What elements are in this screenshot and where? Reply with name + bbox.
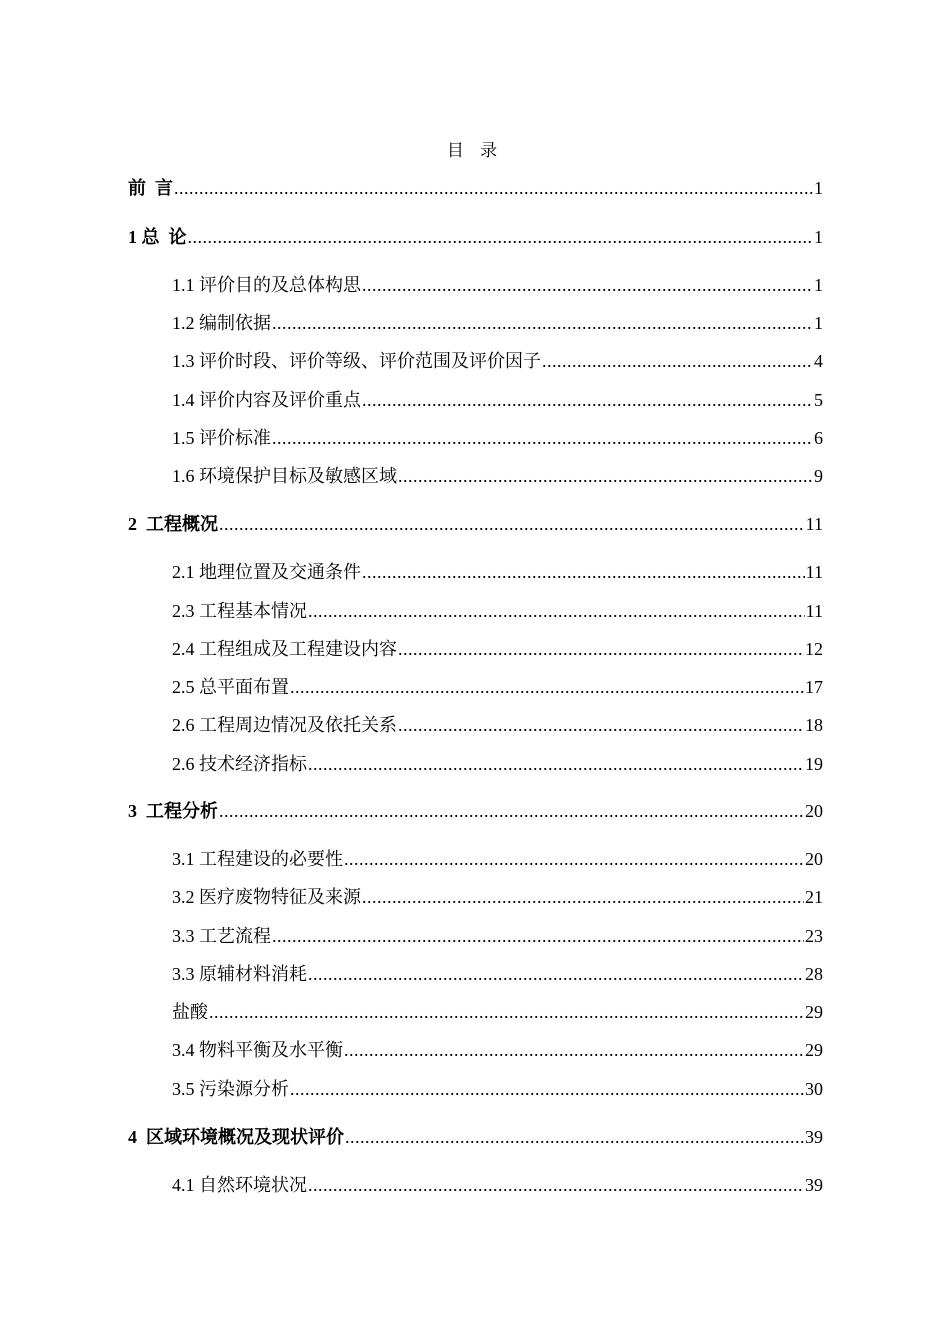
toc-section-entry[interactable] [172,424,823,450]
toc-entry-label: 3.4 物料平衡及水平衡 [172,1040,343,1060]
toc-section-entry[interactable] [172,309,823,335]
toc-page-number: 28 [805,964,823,984]
toc-page-number: 1 [814,227,823,247]
toc-entry-label: 2 工程概况 [128,514,218,534]
toc-page-number: 20 [805,801,823,821]
toc-page-number: 39 [805,1175,823,1195]
toc-page-number: 6 [814,428,823,448]
toc-section-entry[interactable] [172,635,823,661]
toc-entry-label: 1 总 论 [128,227,187,247]
toc-page-number: 30 [805,1079,823,1099]
toc-page-number: 5 [814,390,823,410]
dot-leader [344,1038,804,1062]
dot-leader [272,924,804,948]
toc-page-number: 1 [814,275,823,295]
toc-entry-label: 盐酸 [172,1002,208,1022]
toc-entry-label: 1.2 编制依据 [172,313,271,333]
toc-page-number: 9 [814,466,823,486]
toc-section-entry[interactable] [172,462,823,488]
dot-leader [362,560,805,584]
toc-section-entry[interactable] [172,271,823,297]
toc-page-number: 1 [814,313,823,333]
toc-entry-label: 4.1 自然环境状况 [172,1175,307,1195]
dot-leader [290,1077,804,1101]
dot-leader [542,349,813,373]
toc-section-entry[interactable] [172,750,823,776]
dot-leader [209,1000,804,1024]
dot-leader [362,885,804,909]
toc-page-number: 11 [805,601,823,621]
toc-page-number: 11 [805,514,823,534]
toc-page-number: 4 [814,351,823,371]
toc-section-entry[interactable] [172,960,823,986]
dot-leader [345,1125,804,1149]
toc-entry-label: 1.1 评价目的及总体构思 [172,275,361,295]
toc-entry-label: 3.3 工艺流程 [172,926,271,946]
toc-page-number: 20 [805,849,823,869]
toc-entry-label: 2.6 技术经济指标 [172,754,307,774]
toc-page-number: 39 [805,1127,823,1147]
toc-entry-label: 3.1 工程建设的必要性 [172,849,343,869]
dot-leader [308,962,804,986]
toc-page-number: 29 [805,1040,823,1060]
toc-entry-label: 4 区域环境概况及现状评价 [128,1127,344,1147]
toc-page-number: 23 [805,926,823,946]
dot-leader [362,388,813,412]
toc-entry-label: 2.5 总平面布置 [172,677,289,697]
dot-leader [362,273,813,297]
toc-title: 目 录 [446,141,504,160]
toc-entry-label: 1.3 评价时段、评价等级、评价范围及评价因子 [172,351,541,371]
toc-entry-label: 1.5 评价标准 [172,428,271,448]
toc-section-entry[interactable] [172,1075,823,1101]
toc-page-number: 29 [805,1002,823,1022]
toc-entry-label: 1.4 评价内容及评价重点 [172,390,361,410]
toc-section-entry[interactable] [172,1171,823,1197]
toc-entry-label: 2.4 工程组成及工程建设内容 [172,639,397,659]
toc-section-entry[interactable] [172,386,823,412]
toc-entry-label: 2.6 工程周边情况及依托关系 [172,715,397,735]
toc-entry-label: 前 言 [128,178,173,198]
toc-page-number: 1 [814,178,823,198]
toc-page-number: 21 [805,887,823,907]
toc-page-number: 17 [805,677,823,697]
dot-leader [308,1173,804,1197]
toc-page-number: 19 [805,754,823,774]
toc-section-entry[interactable] [172,883,823,909]
dot-leader [219,799,804,823]
toc-chapter-entry[interactable] [128,1123,823,1149]
dot-leader [272,311,813,335]
toc-page-number: 12 [805,639,823,659]
dot-leader [308,752,804,776]
toc-entry-label: 3 工程分析 [128,801,218,821]
dot-leader [398,637,804,661]
dot-leader [174,176,813,200]
toc-section-entry[interactable] [172,347,823,373]
toc-section-entry[interactable] [172,673,823,699]
toc-section-entry[interactable] [172,711,823,737]
dot-leader [398,713,804,737]
toc-section-entry[interactable] [172,998,823,1024]
toc-entry-label: 3.2 医疗废物特征及来源 [172,887,361,907]
toc-page-number: 11 [805,562,823,582]
toc-entry-label: 3.3 原辅材料消耗 [172,964,307,984]
toc-chapter-entry[interactable] [128,797,823,823]
toc-entry-label: 3.5 污染源分析 [172,1079,289,1099]
toc-chapter-entry[interactable] [128,174,823,200]
dot-leader [219,512,805,536]
dot-leader [344,847,804,871]
toc-section-entry[interactable] [172,922,823,948]
toc-chapter-entry[interactable] [128,510,823,536]
toc-entry-label: 2.1 地理位置及交通条件 [172,562,361,582]
dot-leader [308,599,805,623]
toc-section-entry[interactable] [172,1036,823,1062]
toc-section-entry[interactable] [172,845,823,871]
dot-leader [188,225,814,249]
toc-section-entry[interactable] [172,558,823,584]
toc-section-entry[interactable] [172,597,823,623]
toc-entry-label: 2.3 工程基本情况 [172,601,307,621]
dot-leader [272,426,813,450]
toc-chapter-entry[interactable] [128,223,823,249]
toc-page-number: 18 [805,715,823,735]
toc-entry-label: 1.6 环境保护目标及敏感区域 [172,466,397,486]
dot-leader [398,464,813,488]
dot-leader [290,675,804,699]
